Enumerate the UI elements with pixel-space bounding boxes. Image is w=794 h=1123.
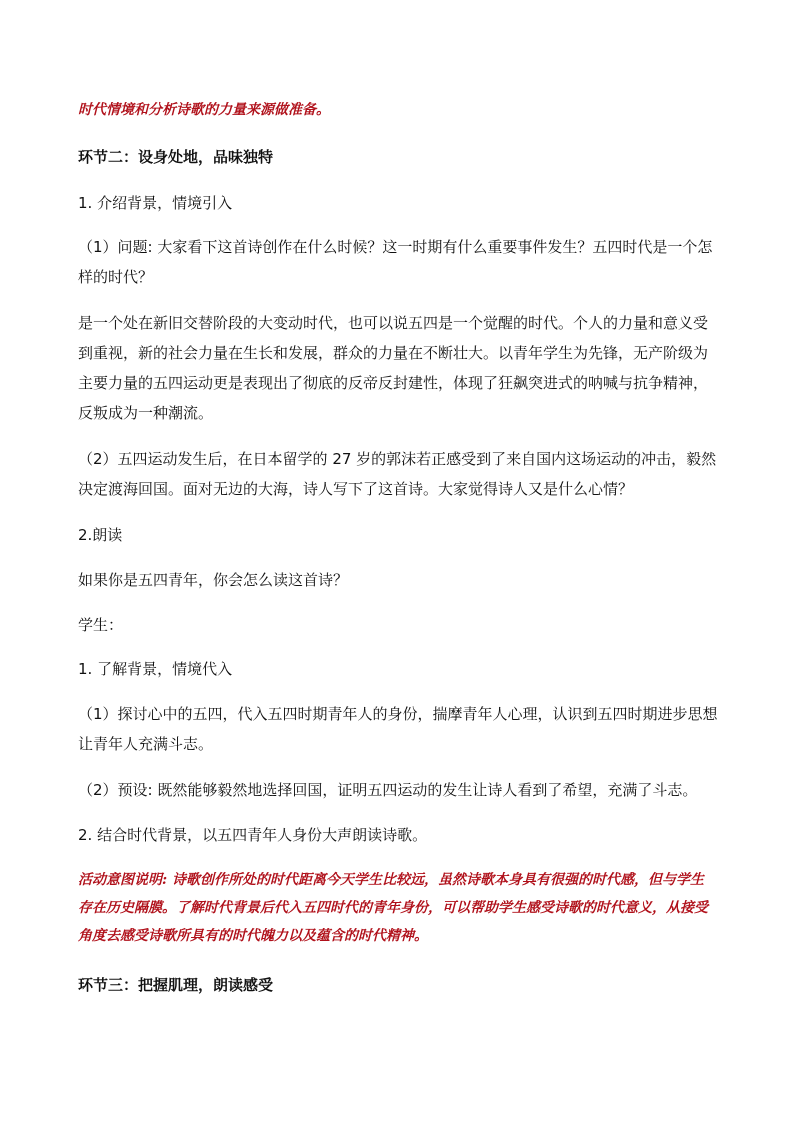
students-label: 学生： (78, 616, 124, 634)
context-paragraph: （2）五四运动发生后，在日本留学的 27 岁的郭沫若正感受到了来自国内这场运动的冲击，毅然决定渡海回国。面对无边的大海，诗人写下了这首诗。大家觉得诗人又是什么心情？ (78, 450, 717, 498)
student-step-1: 1. 了解背景，情境代入 (78, 660, 233, 678)
intent-continuation: 时代情境和分析诗歌的力量来源做准备。 (78, 102, 330, 118)
section-heading-3: 环节三：把握肌理，朗读感受 (78, 976, 274, 994)
student-step-1-preset: （2）预设: 既然能够毅然地选择回国，证明五四运动的发生让诗人看到了希望，充满了斗志。 (78, 781, 698, 799)
question-paragraph: （1）问题: 大家看下这首诗创作在什么时候？这一时期有什么重要事件发生？五四时代是一个怎样的时代？ (78, 238, 713, 286)
answer-paragraph: 是一个处在新旧交替阶段的大变动时代，也可以说五四是一个觉醒的时代。个人的力量和意义受到重视，新的社会力量在生长和发展，群众的力量在不断壮大。以青年学生为先锋，无产阶级为主要力量的五四运动更是表现出了彻底的反帝反封建性，体现了狂飙突进式的呐喊与抗争精神，反叛成为一种潮流。 (78, 314, 709, 422)
section-heading-2: 环节二：设身处地，品味独特 (78, 148, 274, 166)
student-step-1-detail: （1）探讨心中的五四，代入五四时期青年人的身份，揣摩青年人心理，认识到五四时期进步思想让青年人充满斗志。 (78, 705, 718, 753)
reading-prompt: 如果你是五四青年，你会怎么读这首诗？ (78, 571, 349, 589)
student-step-2: 2. 结合时代背景，以五四青年人身份大声朗读诗歌。 (78, 826, 428, 844)
subheading-background-intro: 1. 介绍背景，情境引入 (78, 194, 233, 212)
activity-intent: 活动意图说明: 诗歌创作所处的时代距离今天学生比较远，虽然诗歌本身具有很强的时代感，但与学生存在历史隔膜。了解时代背景后代入五四时代的青年身份，可以帮助学生感受诗歌的时代意义，从接受角度去感受诗歌所具有的时代魄力以及蕴含的时代精神。 (78, 872, 708, 944)
subheading-reading: 2.朗读 (78, 526, 123, 544)
